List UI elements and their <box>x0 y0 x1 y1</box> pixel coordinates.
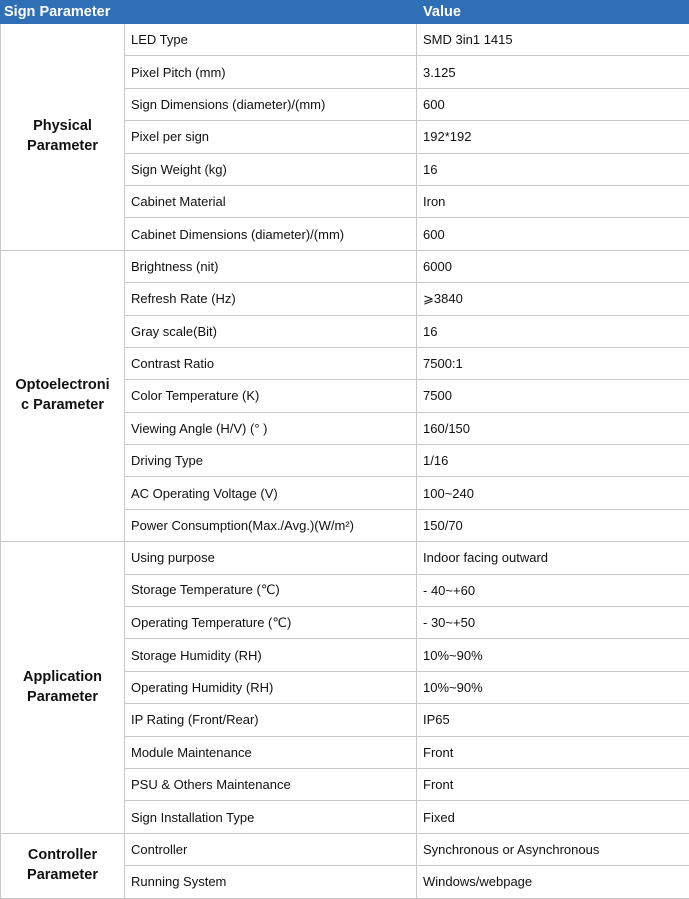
group-label-line: Parameter <box>5 137 120 157</box>
value-cell: - 30~+50 <box>417 607 689 639</box>
value-cell: Indoor facing outward <box>417 542 689 574</box>
value-cell: 150/70 <box>417 509 689 541</box>
param-cell: Sign Installation Type <box>125 801 417 833</box>
header-row <box>1 1 689 24</box>
param-cell: IP Rating (Front/Rear) <box>125 704 417 736</box>
value-cell: Synchronous or Asynchronous <box>417 833 689 865</box>
value-cell: 100~240 <box>417 477 689 509</box>
param-cell: Brightness (nit) <box>125 250 417 282</box>
param-cell: LED Type <box>125 24 417 56</box>
param-cell: Operating Humidity (RH) <box>125 671 417 703</box>
group-label-line: Application <box>5 668 120 688</box>
value-cell: SMD 3in1 1415 <box>417 24 689 56</box>
value-cell: 16 <box>417 153 689 185</box>
param-cell: Using purpose <box>125 542 417 574</box>
value-cell: 3.125 <box>417 56 689 88</box>
param-cell: Controller <box>125 833 417 865</box>
group-label-line: Parameter <box>5 866 120 886</box>
param-cell: Refresh Rate (Hz) <box>125 283 417 315</box>
param-cell: Storage Humidity (RH) <box>125 639 417 671</box>
header-value: Value <box>417 1 689 24</box>
group-label <box>1 250 125 542</box>
table-row <box>1 542 689 574</box>
param-cell: PSU & Others Maintenance <box>125 768 417 800</box>
value-cell: IP65 <box>417 704 689 736</box>
value-cell: 192*192 <box>417 121 689 153</box>
value-cell: Fixed <box>417 801 689 833</box>
header-sign-parameter: Sign Parameter <box>1 1 417 24</box>
param-cell: Operating Temperature (℃) <box>125 607 417 639</box>
value-cell: 600 <box>417 218 689 250</box>
param-cell: Sign Weight (kg) <box>125 153 417 185</box>
param-cell: Storage Temperature (℃) <box>125 574 417 606</box>
group-label <box>1 542 125 834</box>
param-cell: Running System <box>125 866 417 898</box>
value-cell: 10%~90% <box>417 671 689 703</box>
param-cell: Cabinet Material <box>125 185 417 217</box>
value-cell: Windows/webpage <box>417 866 689 898</box>
table-header <box>1 1 689 24</box>
value-cell: 160/150 <box>417 412 689 444</box>
value-cell: Front <box>417 736 689 768</box>
param-cell: Pixel per sign <box>125 121 417 153</box>
group-label <box>1 833 125 898</box>
group-label-line: Physical <box>5 117 120 137</box>
value-cell: 10%~90% <box>417 639 689 671</box>
value-cell: 6000 <box>417 250 689 282</box>
group-label-line: Optoelectroni <box>5 376 120 396</box>
param-cell: Contrast Ratio <box>125 347 417 379</box>
param-cell: Power Consumption(Max./Avg.)(W/m²) <box>125 509 417 541</box>
param-cell: Viewing Angle (H/V) (° ) <box>125 412 417 444</box>
table-row <box>1 250 689 282</box>
value-cell: 16 <box>417 315 689 347</box>
param-cell: AC Operating Voltage (V) <box>125 477 417 509</box>
value-cell: 7500 <box>417 380 689 412</box>
param-cell: Color Temperature (K) <box>125 380 417 412</box>
value-cell: Iron <box>417 185 689 217</box>
group-label-line: Controller <box>5 846 120 866</box>
table-row <box>1 24 689 56</box>
param-cell: Pixel Pitch (mm) <box>125 56 417 88</box>
value-cell: - 40~+60 <box>417 574 689 606</box>
value-cell: Front <box>417 768 689 800</box>
table-body <box>1 24 689 899</box>
param-cell: Gray scale(Bit) <box>125 315 417 347</box>
value-cell: 7500:1 <box>417 347 689 379</box>
param-cell: Module Maintenance <box>125 736 417 768</box>
param-cell: Sign Dimensions (diameter)/(mm) <box>125 88 417 120</box>
value-cell: 600 <box>417 88 689 120</box>
group-label <box>1 24 125 251</box>
param-cell: Driving Type <box>125 445 417 477</box>
param-cell: Cabinet Dimensions (diameter)/(mm) <box>125 218 417 250</box>
value-cell: ⩾3840 <box>417 283 689 315</box>
value-cell: 1/16 <box>417 445 689 477</box>
table-row <box>1 833 689 865</box>
group-label-line: c Parameter <box>5 396 120 416</box>
group-label-line: Parameter <box>5 688 120 708</box>
